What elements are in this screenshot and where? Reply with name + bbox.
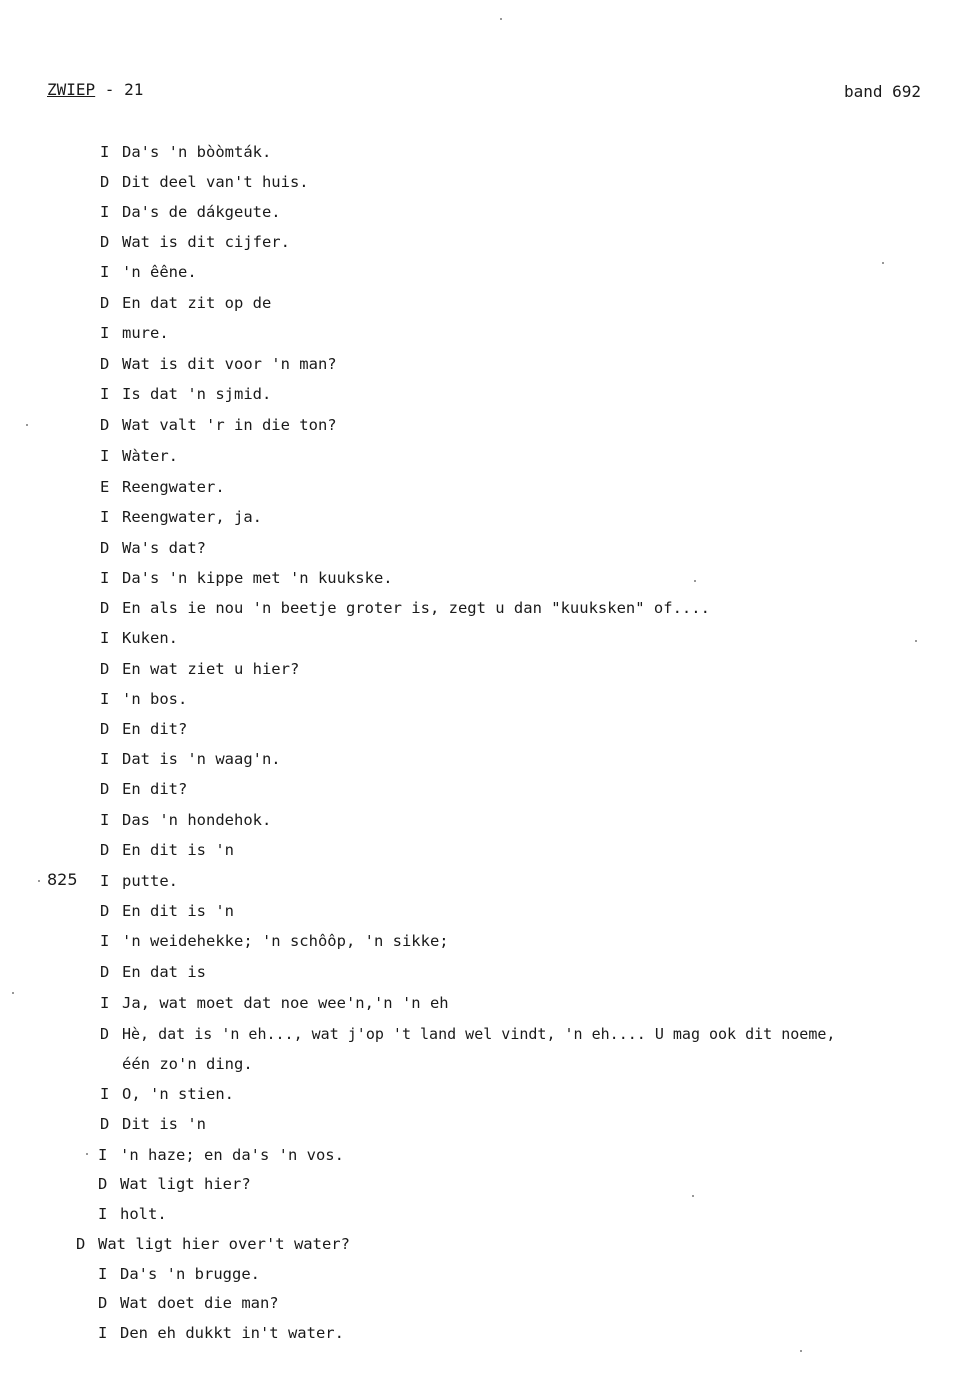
scan-speck [26,424,28,426]
transcript-line [100,993,449,1013]
speaker-label: I [100,143,110,161]
transcript-line [100,232,290,252]
speaker-label: I [100,508,110,526]
line-text: Da's 'n kippe met 'n kuukske. [122,569,393,587]
line-text: Dit is 'n [122,1115,206,1133]
speaker-label: I [100,447,110,465]
document-code: ZWIEP [47,80,96,99]
line-text: Wat is dit voor 'n man? [122,355,337,373]
line-text: holt. [120,1205,167,1223]
line-text: Wat valt 'r in die ton? [122,416,337,434]
transcript-line [100,142,271,162]
speaker-label: D [100,780,110,798]
line-text: Reengwater, ja. [122,508,262,526]
line-text: Wàter. [122,447,178,465]
transcript-line [100,538,206,558]
transcript-line [98,1323,344,1343]
line-text: Dit deel van't huis. [122,173,309,191]
speaker-label: I [100,203,110,221]
transcript-line [98,1145,344,1165]
line-text: En dit is 'n [122,902,234,920]
transcript-line [100,1114,206,1134]
transcript-line [100,446,178,466]
transcript-line [98,1174,251,1194]
line-text: En wat ziet u hier? [122,660,300,678]
transcript-line [100,871,178,891]
transcript-line [100,749,281,769]
transcript-line [100,779,187,799]
line-text: putte. [122,872,178,890]
line-text: Das 'n hondehok. [122,811,272,829]
speaker-label: I [98,1265,108,1283]
line-text: En dat zit op de [122,294,272,312]
scan-speck [500,18,502,20]
speaker-label: I [100,569,110,587]
speaker-label: D [76,1235,86,1253]
line-text: En dit? [122,780,188,798]
speaker-label: I [100,690,110,708]
transcript-line [100,262,197,282]
transcript-line [100,477,225,497]
transcript-line [100,507,262,527]
line-number: 825 [47,870,78,889]
speaker-label: I [100,811,110,829]
page-number: - 21 [95,80,144,99]
speaker-label: I [100,994,110,1012]
line-text: mure. [122,324,169,342]
transcript-line [100,598,710,618]
scan-speck [915,640,917,642]
transcript-line [100,354,337,374]
line-text: 'n bos. [122,690,188,708]
line-text: Dat is 'n waag'n. [122,750,281,768]
line-text: Hè, dat is 'n eh..., wat j'op 't land wel vindt, 'n eh.... U mag ook dit noeme, [122,1025,836,1043]
transcript-line [100,415,337,435]
line-text: Kuken. [122,629,178,647]
speaker-label: D [100,841,110,859]
scan-speck [86,1153,88,1155]
transcript-line [100,1024,835,1044]
transcript-line [100,568,393,588]
line-text: 'n weidehekke; 'n schôôp, 'n sikke; [122,932,449,950]
speaker-label: D [98,1175,108,1193]
speaker-label: E [100,478,110,496]
line-text: 'n haze; en da's 'n vos. [120,1146,344,1164]
line-text: Wat is dit cijfer. [122,233,290,251]
transcript-line [100,1084,234,1104]
speaker-label: I [100,872,110,890]
line-text: Ja, wat moet dat noe wee'n,'n 'n eh [122,994,449,1012]
line-text: Da's 'n bòòmták. [122,143,272,161]
line-text: Is dat 'n sjmid. [122,385,272,403]
speaker-label: D [100,1025,110,1043]
speaker-label: I [100,263,110,281]
speaker-label: D [100,963,110,981]
line-text: Wat doet die man? [120,1294,279,1312]
scan-speck [692,1195,694,1197]
line-text: Wat ligt hier over't water? [98,1235,350,1253]
line-text: O, 'n stien. [122,1085,234,1103]
speaker-label: D [100,539,110,557]
transcript-line [98,1204,167,1224]
speaker-label: D [100,660,110,678]
line-text: Wa's dat? [122,539,206,557]
speaker-label: D [98,1294,108,1312]
scan-speck [800,1350,802,1352]
line-text: En dit is 'n [122,841,234,859]
transcript-line [100,901,234,921]
scan-speck [882,262,884,264]
transcript-line [100,840,234,860]
transcript-line [100,628,178,648]
transcript-line [100,172,309,192]
line-text: Da's 'n brugge. [120,1265,260,1283]
speaker-label: D [100,294,110,312]
transcript-line [100,962,206,982]
transcript-line [100,202,281,222]
speaker-label: D [100,720,110,738]
band-label: band 692 [844,82,922,101]
line-text: Da's de dákgeute. [122,203,281,221]
line-text: Wat ligt hier? [120,1175,251,1193]
speaker-label: I [100,1085,110,1103]
speaker-label: D [100,1115,110,1133]
speaker-label: D [100,416,110,434]
speaker-label: I [100,324,110,342]
transcript-line [76,1234,350,1254]
line-text: één zo'n ding. [122,1055,253,1073]
speaker-label: I [98,1146,108,1164]
line-text: En dat is [122,963,206,981]
line-text: En dit? [122,720,188,738]
line-text: Reengwater. [122,478,225,496]
speaker-label: I [98,1324,108,1342]
speaker-label: D [100,233,110,251]
scan-speck [694,580,696,582]
line-text: En als ie nou 'n beetje groter is, zegt u dan "kuuksken" of.... [122,599,710,617]
transcript-line [98,1293,279,1313]
speaker-label: D [100,355,110,373]
speaker-label: I [98,1205,108,1223]
transcript-line [100,810,271,830]
speaker-label: D [100,173,110,191]
speaker-label: D [100,902,110,920]
speaker-label: I [100,629,110,647]
line-text: 'n êêne. [122,263,197,281]
transcript-line [100,293,271,313]
transcript-line [98,1264,260,1284]
line-text: Den eh dukkt in't water. [120,1324,344,1342]
speaker-label: D [100,599,110,617]
transcript-line [100,931,449,951]
transcript-line [100,323,169,343]
scan-speck [38,880,40,882]
transcript-line [100,384,271,404]
transcript-line-continuation [122,1054,253,1074]
transcript-line [100,659,299,679]
transcript-line [100,689,187,709]
speaker-label: I [100,750,110,768]
transcript-line [100,719,187,739]
scan-speck [12,992,14,994]
speaker-label: I [100,932,110,950]
speaker-label: I [100,385,110,403]
